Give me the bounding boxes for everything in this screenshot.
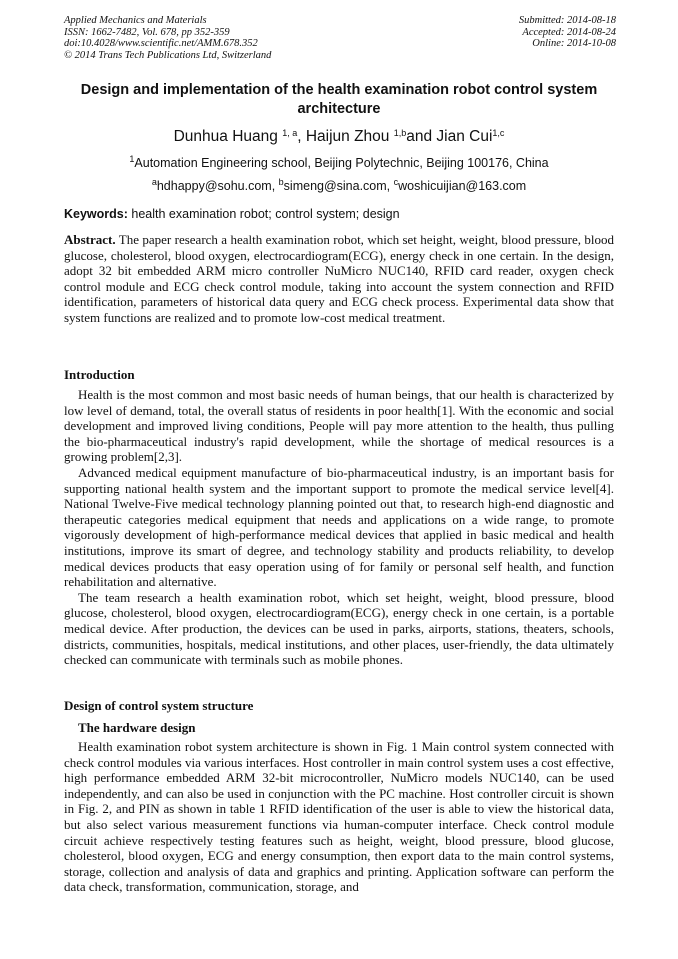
journal-doi: doi:10.4028/www.scientific.net/AMM.678.352: [64, 38, 258, 50]
journal-name: Applied Mechanics and Materials: [64, 15, 207, 26]
paragraph: The team research a health examination robot, which set height, weight, blood pressure, blood glucose, cholesterol, blood oxygen, electrocardiogram(ECG), energy check in one certain, is a portable medical device. After production, the devices can be used in parks, airports, stations, theaters, schools, districts, communities, hospitals, medical institutions, and other places, user-friendly, the data ultimately checked can communicate with terminals such as mobile phones.: [64, 589, 614, 668]
email-mark: c: [393, 177, 399, 187]
affiliation: [64, 156, 614, 170]
hardware-design-body: [64, 739, 614, 895]
subsection-heading-hardware: The hardware design: [78, 720, 196, 735]
section-heading-design: Design of control system structure: [64, 698, 254, 713]
abstract: [64, 232, 614, 326]
paper-title: Design and implementation of the health examination robot control system architecture: [80, 82, 598, 117]
email-mark: b: [278, 177, 284, 187]
paragraph: Advanced medical equipment manufacture of bio-pharmaceutical industry, is an important basis for supporting national health system and the important support to promote the medical service level[4]. National Twelve-Five medical technology planning pointed out that, to research high-end diagnostic and therapeutic categories medical equipment that needs and applications on a wide range, to promote vigorously development of high-performance medical devices that applied in basic medical and health institutions, improve its smart of degree, and technology stability and products reliability, to develop medical devices products that easy operation using of for family or personal self health, and function rehabilitation and alternative.: [64, 464, 614, 590]
keywords: [64, 207, 400, 221]
introduction-body: [64, 387, 614, 668]
affiliation-mark: 1: [129, 154, 135, 164]
journal-copyright: © 2014 Trans Tech Publications Ltd, Switzerland: [64, 49, 272, 61]
email-link: hdhappy@sohu.com,: [156, 179, 279, 193]
author-name: and Jian Cui: [406, 128, 493, 145]
email-link: simeng@sina.com,: [283, 179, 394, 193]
author-name: , Haijun Zhou: [297, 128, 394, 145]
keywords-label: Keywords:: [64, 207, 128, 221]
email-link: woshicuijian@163.com: [398, 179, 527, 193]
author-list: [64, 128, 614, 146]
keywords-text: health examination robot; control system; design: [127, 207, 400, 221]
email-mark: a: [151, 177, 157, 187]
affiliation-text: Automation Engineering school, Beijing Polytechnic, Beijing 100176, China: [134, 156, 549, 170]
author-affiliation-mark: 1, a: [282, 128, 298, 138]
journal-issn: ISSN: 1662-7482, Vol. 678, pp 352-359: [64, 26, 230, 38]
submitted-date: Submitted: 2014-08-18: [518, 15, 616, 26]
author-emails: [64, 179, 614, 193]
author-affiliation-mark: 1,b: [393, 128, 407, 138]
abstract-text: The paper research a health examination robot, which set height, weight, blood pressure, blood glucose, cholesterol, blood oxygen, electrocardiogram(ECG), energy check in one certain. In the design, adopt 32 bit embedded ARM micro controller NuMicro NUC140, RFID card reader, oxygen check control module and ECG check control module, taking into account the system connection and RFID identification, parameters of historical data query and ECG check process. Experimental data show that system functions are realized and to promote low-cost medical treatment.: [64, 232, 614, 325]
paragraph: Health examination robot system architecture is shown in Fig. 1 Main control system connected with check control modules via various interfaces. Host controller in main control system uses a cost effective, high performance embedded ARM 32-bit microcontroller, NuMicro models NUC140, can be used independently, and can also be used in conjunction with the PC machine. Host controller circuit is shown in Fig. 2, and PIN as shown in table 1 RFID identification of the user is able to view the historical data, but also select various measurement functions via human-computer interface. Check control module circuit achieve respectively testing features such as height, weight, blood pressure, blood glucose, cholesterol, blood oxygen, ECG and energy consumption, then export data to the main control systems, storage, collection and analysis of data and graphics and printing. Application software can perform the data check, transformation, communication, storage, and: [64, 739, 614, 895]
abstract-label: Abstract.: [64, 232, 116, 247]
section-heading-introduction: Introduction: [64, 367, 135, 382]
paragraph: Health is the most common and most basic needs of human beings, that our health is characterized by low level of demand, total, the overall status of residents in poor health[1]. With the economic and social development and improved living conditions, People will pay more attention to the health, thus pulling the bio-pharmaceutical industry's rapid development, while the shortage of medical resources is a growing problem[2,3].: [64, 387, 614, 465]
accepted-date: Accepted: 2014-08-24: [522, 26, 616, 38]
author-name: Dunhua Huang: [173, 128, 283, 145]
submission-dates: [519, 15, 616, 50]
journal-header: [64, 15, 271, 61]
author-affiliation-mark: 1,c: [492, 128, 505, 138]
online-date: Online: 2014-10-08: [532, 38, 616, 50]
